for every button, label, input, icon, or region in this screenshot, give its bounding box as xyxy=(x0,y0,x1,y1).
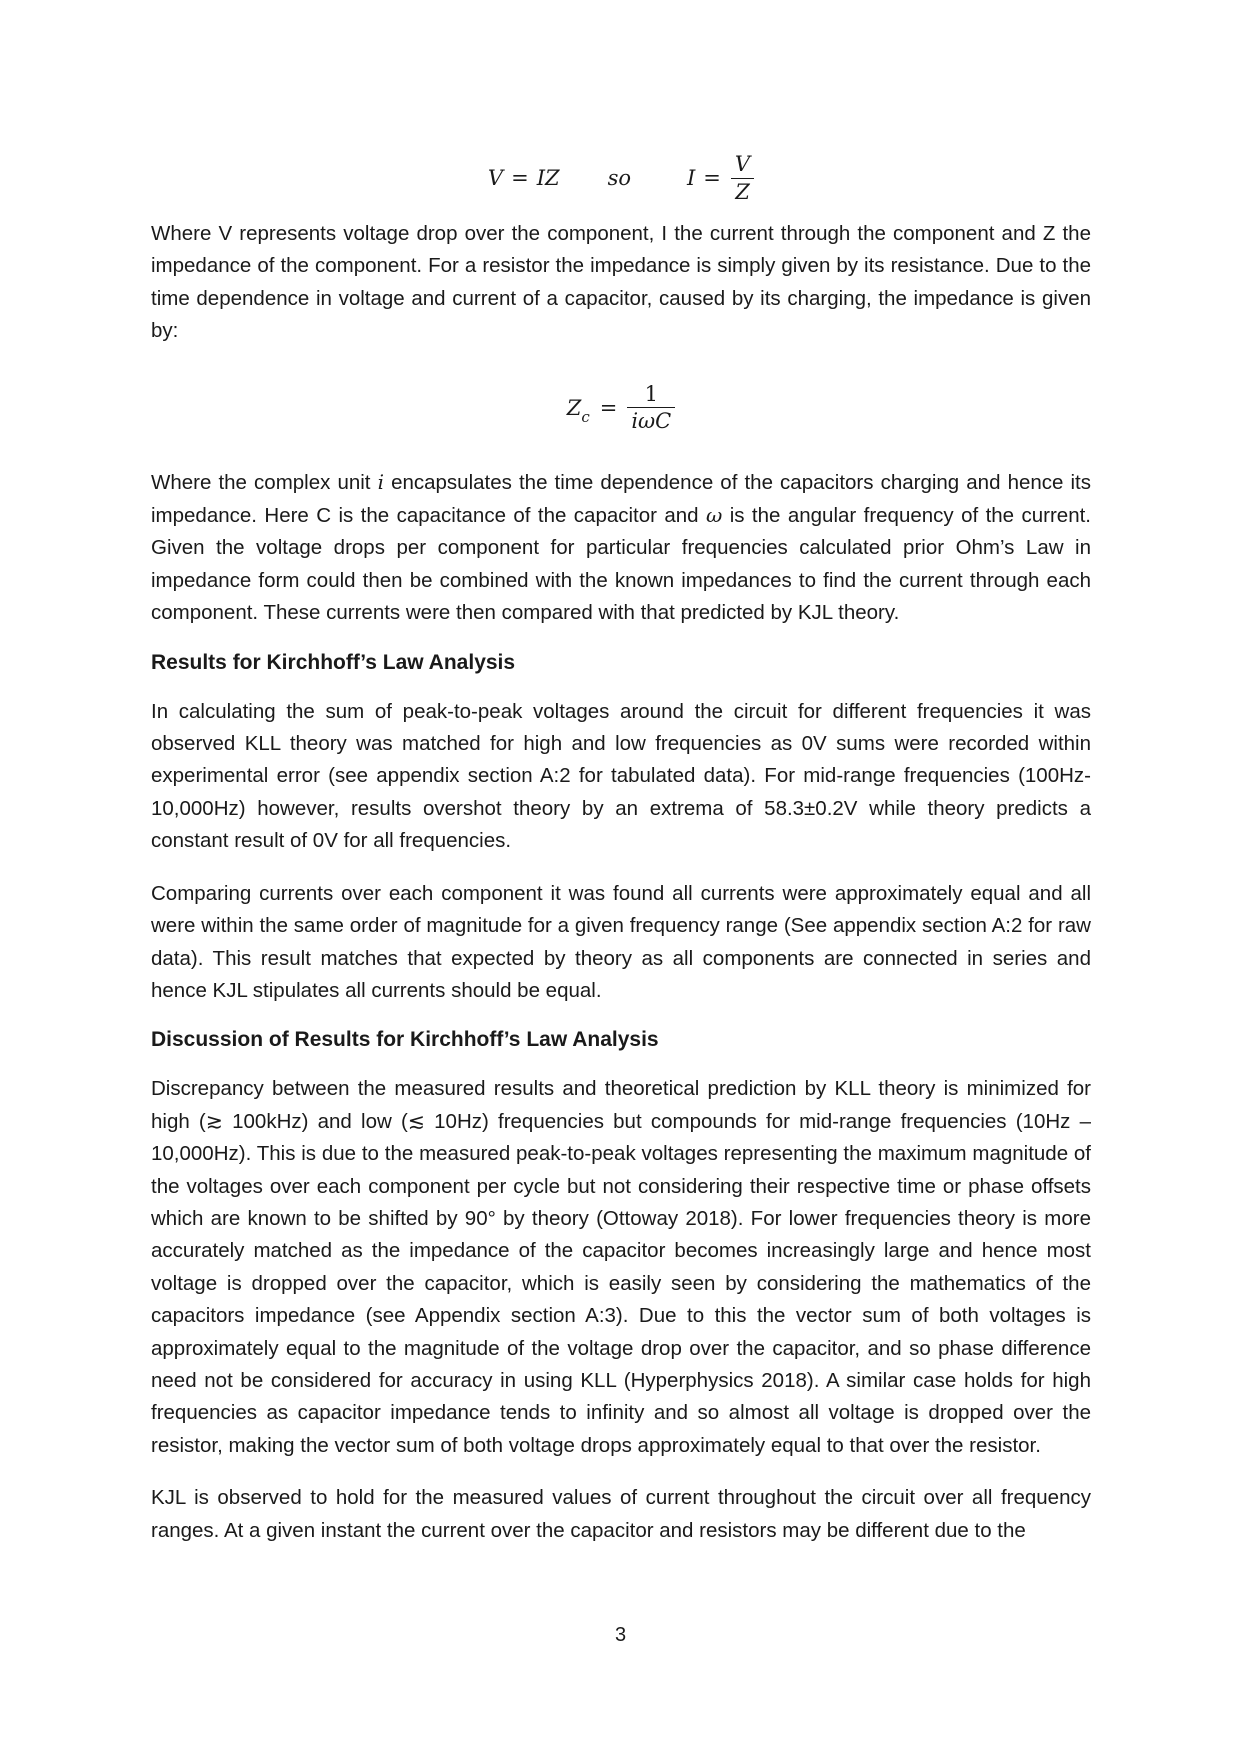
eq2-fraction-numerator: 1 xyxy=(644,382,658,407)
page-content xyxy=(151,138,1091,1547)
eq1-symbol-v: V xyxy=(487,166,504,190)
section-heading-discussion: Discussion of Results for Kirchhoff’s Law Analysis xyxy=(151,1028,659,1052)
eq1-symbol-i: I xyxy=(687,166,696,190)
symbol-omega: ω xyxy=(706,503,723,528)
paragraph-impedance-intro: Where V represents voltage drop over the component, I the current through the component and Z the impedance of the component. For a resistor the impedance is simply given by its resistance. Due to the time dependence in voltage and current of a capacitor, caused by its charging, the impedance is given by: xyxy=(151,222,1091,343)
eq2-fraction xyxy=(627,383,675,432)
symbol-i: i xyxy=(377,469,384,494)
eq1-fraction-denominator: Z xyxy=(735,179,750,204)
section-heading-results: Results for Kirchhoff’s Law Analysis xyxy=(151,650,516,674)
eq1-fraction-numerator: V xyxy=(734,152,751,177)
capacitor-impedance-equation xyxy=(151,362,1091,454)
paragraph-kjl-discussion: KJL is observed to hold for the measured values of current throughout the circuit over all frequency ranges. At a given instant the current over the capacitor and resistors may be different due to the xyxy=(151,1486,1091,1542)
paragraph-complex-unit: Where the complex unit i encapsulates the time dependence of the capacitors charging and hence its impedance. Here C is the capacitance of the capacitor and ω is the angular frequency of the current. Given the voltage drops per component for particular frequencies calculated prior Ohm’s Law in impedance form could then be combined with the known impedances to find the current through each component. These currents were then compared with that predicted by KJL theory. xyxy=(151,469,1092,625)
eq1-fraction xyxy=(731,153,754,202)
eq2-equals: = xyxy=(599,395,618,420)
eq1-equals: = xyxy=(511,166,529,190)
paragraph-kll-discussion: Discrepancy between the measured results and theoretical prediction by KLL theory is minimized for high (≳ 100kHz) and low (≲ 10Hz) frequencies but compounds for mid-range frequencies (10Hz – 10,000Hz). This is due to the measured peak-to-peak voltages representing the maximum magnitude of the voltages over each component per cycle but not considering their respective time or phase offsets which are known to be shifted by 90° by theory (Ottoway 2018). For lower frequencies theory is more accurately matched as the impedance of the capacitor becomes increasingly large and hence most voltage is dropped over the capacitor, which is easily seen by considering the mathematics of the capacitors impedance (see Appendix section A:3). Due to this the vector sum of both voltages is approximately equal to the magnitude of the voltage drop over the capacitor, and so phase difference need not be considered for accuracy in using KLL (Hyperphysics 2018). A similar case holds for high frequencies as capacitor impedance tends to infinity and so almost all voltage is dropped over the resistor, making the vector sum of both voltage drops approximately equal to that over the resistor. xyxy=(151,1077,1091,1457)
eq2-subscript-c: c xyxy=(581,407,590,426)
eq1-symbol-iz: IZ xyxy=(536,166,560,190)
ohms-law-equation xyxy=(151,138,1091,218)
paragraph-kll-results: In calculating the sum of peak-to-peak voltages around the circuit for different frequencies it was observed KLL theory was matched for high and low frequencies as 0V sums were recorded within experimental error (see appendix section A:2 for tabulated data). For mid-range frequencies (100Hz-10,000Hz) however, results overshot theory by an extrema of 58.3±0.2V while theory predicts a constant result of 0V for all frequencies. xyxy=(151,699,1091,853)
eq1-equals-2: = xyxy=(703,166,721,190)
paragraph-kjl-results: Comparing currents over each component it was found all currents were approximately equal and all were within the same order of magnitude for a given frequency range (See appendix section A:2 for raw data). This result matches that expected by theory as all components are connected in series and hence KJL stipulates all currents should be equal. xyxy=(151,881,1091,1002)
eq2-fraction-denominator: iωC xyxy=(631,409,672,434)
page-number: 3 xyxy=(614,1624,627,1646)
eq2-symbol-z: $Z_c$ xyxy=(566,395,590,426)
eq1-word-so: so xyxy=(607,166,631,190)
